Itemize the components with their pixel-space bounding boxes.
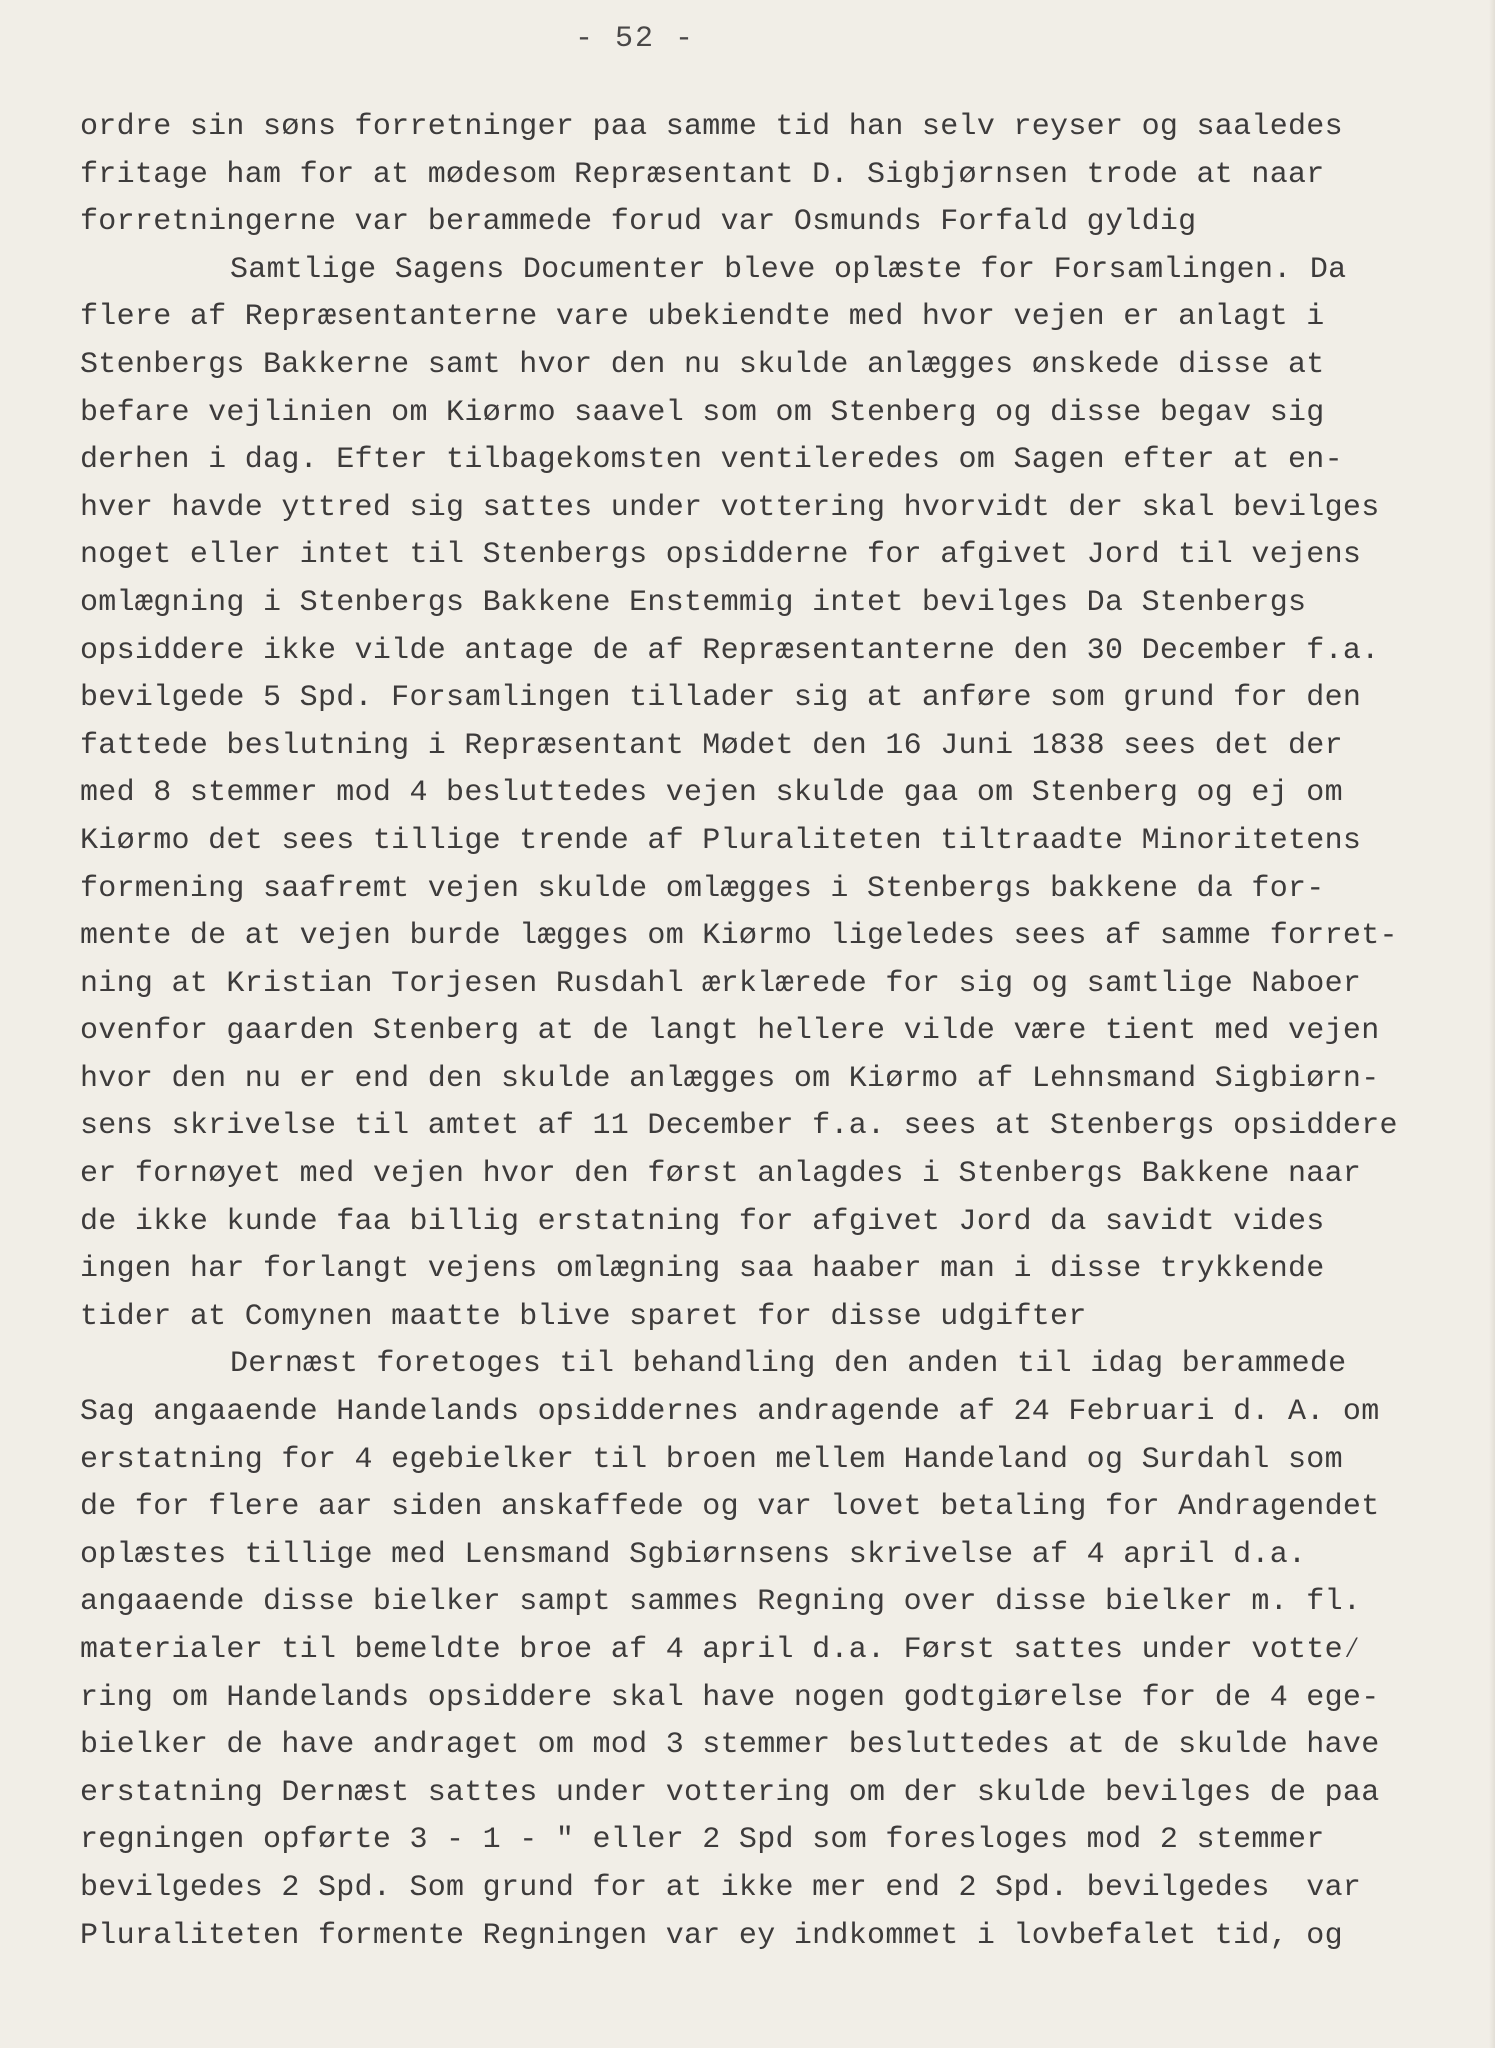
- text-line: noget eller intet til Stenbergs opsidderne for afgivet Jord til vejens: [80, 538, 1362, 573]
- text-line: er fornøyet med vejen hvor den først anlagdes i Stenbergs Bakkene naar: [80, 1157, 1362, 1192]
- text-line: ordre sin søns forretninger paa samme tid han selv reyser og saaledes: [80, 110, 1343, 144]
- text-line: de ikke kunde faa billig erstatning for afgivet Jord da savidt vides: [80, 1204, 1325, 1239]
- text-line: hvor den nu er end den skulde anlægges om Kiørmo af Lehnsmand Sigbiørn-: [80, 1061, 1380, 1096]
- text-line: forretningerne var berammede forud var Osmunds Forfald gyldig: [80, 205, 1197, 240]
- text-line: formening saafremt vejen skulde omlægges i Stenbergs bakkene da for-: [80, 871, 1325, 906]
- paper-edge: [1489, 0, 1495, 2048]
- text-line: bielker de have andraget om mod 3 stemmer besluttedes at de skulde have: [80, 1728, 1380, 1763]
- text-line: opsiddere ikke vilde antage de af Repræsentanterne den 30 December f.a.: [80, 633, 1380, 668]
- text-line: hver havde yttred sig sattes under vottering hvorvidt der skal bevilges: [80, 490, 1380, 525]
- text-line: de for flere aar siden anskaffede og var lovet betaling for Andragendet: [80, 1490, 1380, 1525]
- text-line: ring om Handelands opsiddere skal have nogen godtgiørelse for de 4 ege-: [80, 1680, 1380, 1715]
- text-line: Kiørmo det sees tillige trende af Pluraliteten tiltraadte Minoritetens: [80, 823, 1362, 858]
- text-line: Sag angaaende Handelands opsiddernes andragende af 24 Februari d. A. om: [80, 1395, 1380, 1430]
- text-line: materialer til bemeldte broe af 4 april d.a. Først sattes under votte⁄: [80, 1633, 1362, 1667]
- text-line: ingen har forlangt vejens omlægning saa haaber man i disse trykkende: [80, 1252, 1325, 1287]
- document-body: [80, 104, 1480, 1960]
- text-line: Stenbergs Bakkerne samt hvor den nu skulde anlægges ønskede disse at: [80, 347, 1325, 382]
- text-line: erstatning for 4 egebielker til broen mellem Handeland og Surdahl som: [80, 1442, 1343, 1477]
- text-line: mente de at vejen burde lægges om Kiørmo ligeledes sees af samme forret-: [80, 919, 1398, 954]
- text-line: tider at Comynen maatte blive sparet for disse udgifter: [80, 1299, 1087, 1334]
- page-number: - 52 -: [574, 22, 696, 56]
- text-line: fritage ham for at mødesom Repræsentant D. Sigbjørnsen trode at naar: [80, 157, 1325, 192]
- text-line: omlægning i Stenbergs Bakkene Enstemmig intet bevilges Da Stenbergs: [80, 585, 1307, 620]
- text-line: med 8 stemmer mod 4 besluttedes vejen skulde gaa om Stenberg og ej om: [80, 776, 1343, 811]
- text-line: regningen opførte 3 - 1 - " eller 2 Spd som foresloges mod 2 stemmer: [80, 1823, 1325, 1858]
- text-line: bevilgedes 2 Spd. Som grund for at ikke mer end 2 Spd. bevilgedes var: [80, 1870, 1362, 1905]
- text-line: derhen i dag. Efter tilbagekomsten ventileredes om Sagen efter at en-: [80, 443, 1343, 478]
- text-line: ovenfor gaarden Stenberg at de langt hellere vilde være tient med vejen: [80, 1014, 1380, 1049]
- text-line: Samtlige Sagens Documenter bleve oplæste for Forsamlingen. Da: [230, 252, 1347, 287]
- text-line: befare vejlinien om Kiørmo saavel som om Stenberg og disse begav sig: [80, 395, 1325, 430]
- text-line: sens skrivelse til amtet af 11 December f.a. sees at Stenbergs opsiddere: [80, 1109, 1398, 1144]
- text-line: erstatning Dernæst sattes under vottering om der skulde bevilges de paa: [80, 1775, 1380, 1810]
- text-line: Pluraliteten formente Regningen var ey indkommet i lovbefalet tid, og: [80, 1918, 1343, 1953]
- text-line: bevilgede 5 Spd. Forsamlingen tillader sig at anføre som grund for den: [80, 681, 1362, 716]
- text-line: angaaende disse bielker sampt sammes Regning over disse bielker m. fl.: [80, 1585, 1362, 1620]
- text-line: flere af Repræsentanterne vare ubekiendte med hvor vejen er anlagt i: [80, 300, 1325, 335]
- text-line: fattede beslutning i Repræsentant Mødet den 16 Juni 1838 sees det der: [80, 728, 1343, 763]
- text-line: ning at Kristian Torjesen Rusdahl ærklærede for sig og samtlige Naboer: [80, 966, 1362, 1001]
- text-line: Dernæst foretoges til behandling den anden til idag berammede: [230, 1347, 1347, 1382]
- text-line: oplæstes tillige med Lensmand Sgbiørnsens skrivelse af 4 april d.a.: [80, 1537, 1307, 1572]
